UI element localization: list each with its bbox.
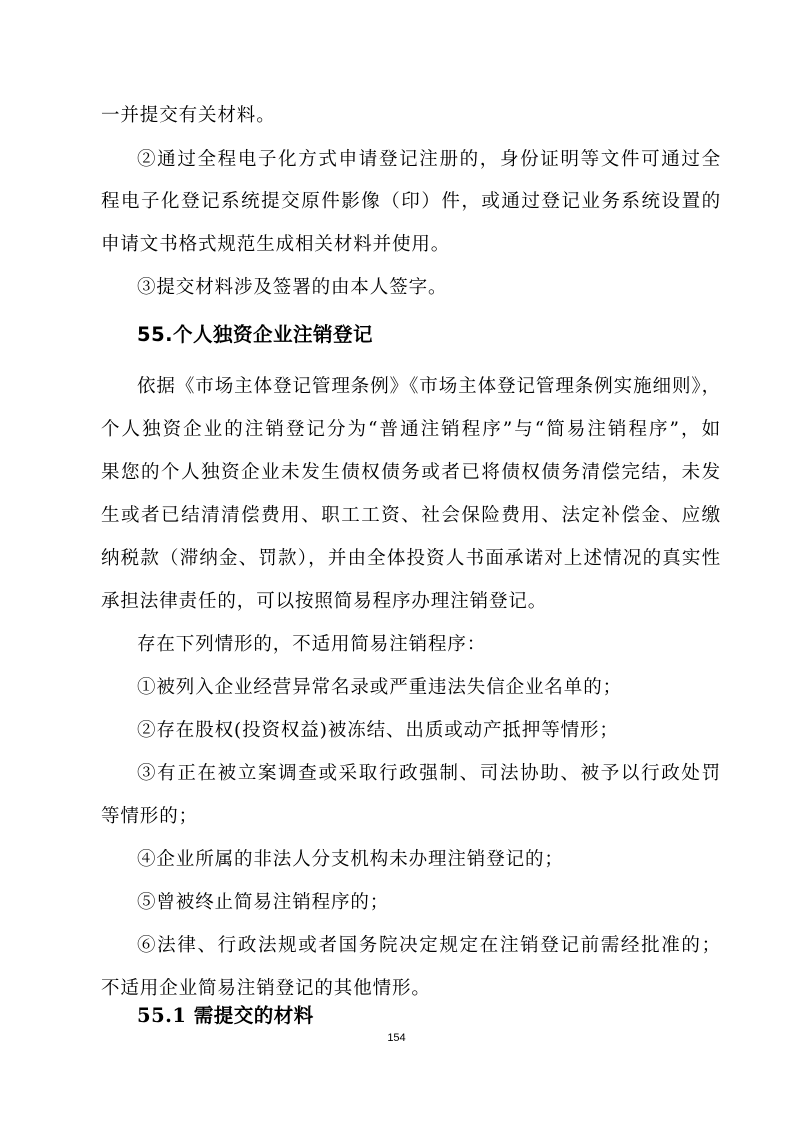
paragraph-line: 存在下列情形的，不适用简易注销程序： — [137, 634, 487, 655]
section-heading: 55.个人独资企业注销登记 — [137, 323, 374, 346]
paragraph-line: 依据《市场主体登记管理条例》《市场主体登记管理条例实施细则》， — [137, 376, 721, 397]
paragraph-line: 一并提交有关材料。 — [101, 105, 276, 126]
list-item: ④企业所属的非法人分支机构未办理注销登记的； — [137, 849, 564, 870]
paragraph-line: 个人独资企业的注销登记分为“普通注销程序”与“简易注销程序”，如 — [101, 419, 721, 440]
paragraph-line: 纳税款（滞纳金、罚款），并由全体投资人书面承诺对上述情况的真实性 — [101, 548, 721, 569]
paragraph-line: 等情形的； — [101, 806, 199, 827]
list-item: ②存在股权(投资权益)被冻结、出质或动产抵押等情形； — [137, 720, 619, 741]
list-item: ③有正在被立案调查或采取行政强制、司法协助、被予以行政处罚 — [137, 763, 721, 784]
list-item: ⑥法律、行政法规或者国务院决定规定在注销登记前需经批准的； — [137, 935, 721, 956]
paragraph-line: 承担法律责任的，可以按照简易程序办理注销登记。 — [101, 591, 548, 612]
paragraph-line: ②通过全程电子化方式申请登记注册的，身份证明等文件可通过全 — [137, 149, 721, 170]
paragraph-line: ③提交材料涉及签署的由本人签字。 — [137, 277, 448, 298]
list-item: ①被列入企业经营异常名录或严重违法失信企业名单的； — [137, 677, 623, 698]
paragraph-line: 果您的个人独资企业未发生债权债务或者已将债权债务清偿完结，未发 — [101, 462, 721, 483]
subsection-heading: 55.1 需提交的材料 — [137, 1004, 314, 1027]
page-number: 154 — [387, 1032, 406, 1044]
paragraph-line: 申请文书格式规范生成相关材料并使用。 — [101, 234, 451, 255]
list-item: ⑤曾被终止简易注销程序的； — [137, 892, 390, 913]
paragraph-line: 生或者已结清清偿费用、职工工资、社会保险费用、法定补偿金、应缴 — [101, 505, 721, 526]
paragraph-line: 不适用企业简易注销登记的其他情形。 — [101, 978, 431, 999]
paragraph-line: 程电子化登记系统提交原件影像（印）件，或通过登记业务系统设置的 — [101, 191, 721, 212]
